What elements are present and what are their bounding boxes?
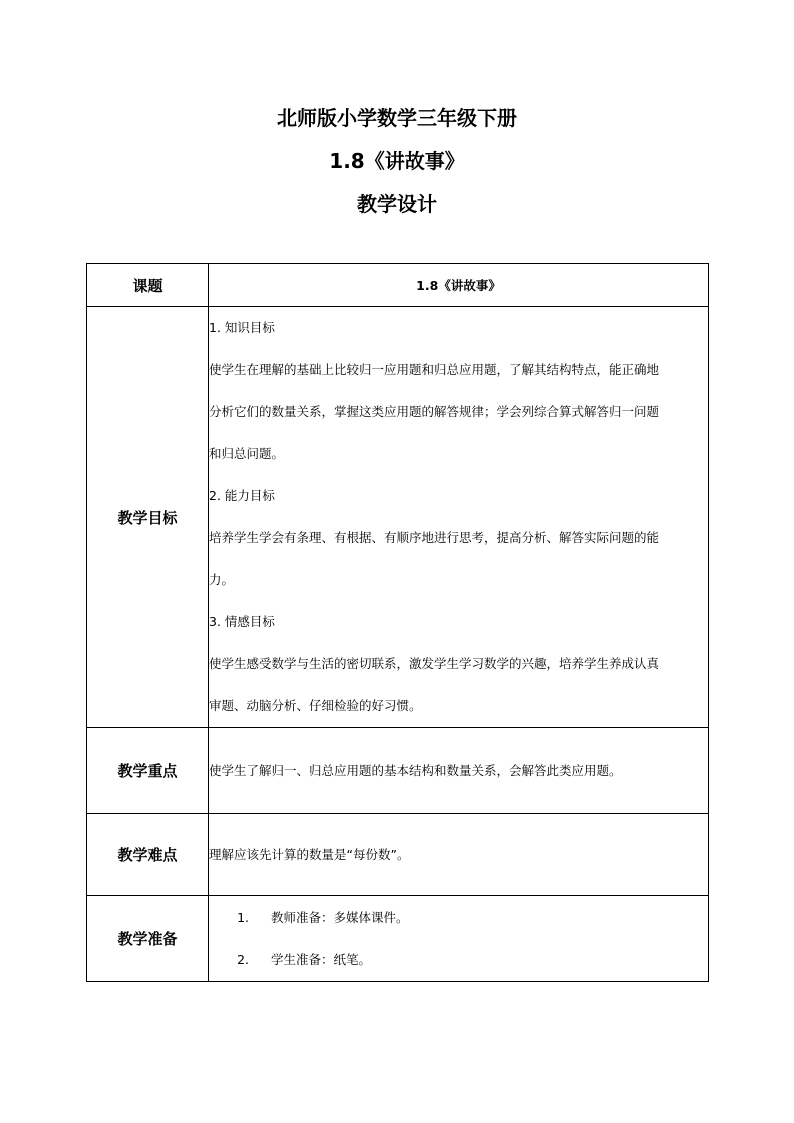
objective-line: 使学生在理解的基础上比较归一应用题和归总应用题，了解其结构特点，能正确地 <box>209 362 660 377</box>
objective-line: 力。 <box>209 572 235 587</box>
list-item-text: 学生准备：纸笔。 <box>271 951 372 967</box>
key-points-value: 使学生了解归一、归总应用题的基本结构和数量关系，会解答此类应用题。 <box>209 728 709 814</box>
table-row <box>87 814 709 896</box>
table-row <box>87 896 709 982</box>
objectives-content <box>209 307 709 728</box>
objective-line: 分析它们的数量关系，掌握这类应用题的解答规律；学会列综合算式解答归一问题 <box>209 404 660 419</box>
objective-line: 培养学生学会有条理、有根据、有顺序地进行思考，提高分析、解答实际问题的能 <box>209 530 660 545</box>
objective-line: 1. 知识目标 <box>209 320 275 335</box>
objective-line: 和归总问题。 <box>209 446 285 461</box>
objective-line: 审题、动脑分析、仔细检验的好习惯。 <box>209 698 422 713</box>
list-item-number: 1. <box>237 909 249 925</box>
topic-label: 课题 <box>87 264 209 307</box>
key-points-label: 教学重点 <box>87 728 209 814</box>
table-row <box>87 307 709 728</box>
document-subtitle: 教学设计 <box>357 192 437 216</box>
objective-line: 3. 情感目标 <box>209 614 275 629</box>
table-row <box>87 264 709 307</box>
objectives-label: 教学目标 <box>87 307 209 728</box>
lesson-plan-table <box>86 263 709 982</box>
table-row <box>87 728 709 814</box>
document-title: 北师版小学数学三年级下册 <box>277 106 517 130</box>
difficulties-value: 理解应该先计算的数量是“每份数”。 <box>209 814 709 896</box>
list-item <box>209 897 708 939</box>
objective-line: 使学生感受数学与生活的密切联系，激发学生学习数学的兴趣，培养学生养成认真 <box>209 656 660 671</box>
preparation-label: 教学准备 <box>87 896 209 982</box>
lesson-title: 1.8《讲故事》 <box>329 149 465 173</box>
list-item-text: 教师准备：多媒体课件。 <box>271 909 409 925</box>
preparation-list <box>209 896 709 982</box>
list-item <box>209 939 708 981</box>
objective-line: 2. 能力目标 <box>209 488 275 503</box>
difficulties-label: 教学难点 <box>87 814 209 896</box>
list-item-number: 2. <box>237 951 249 967</box>
topic-value: 1.8《讲故事》 <box>209 264 709 307</box>
